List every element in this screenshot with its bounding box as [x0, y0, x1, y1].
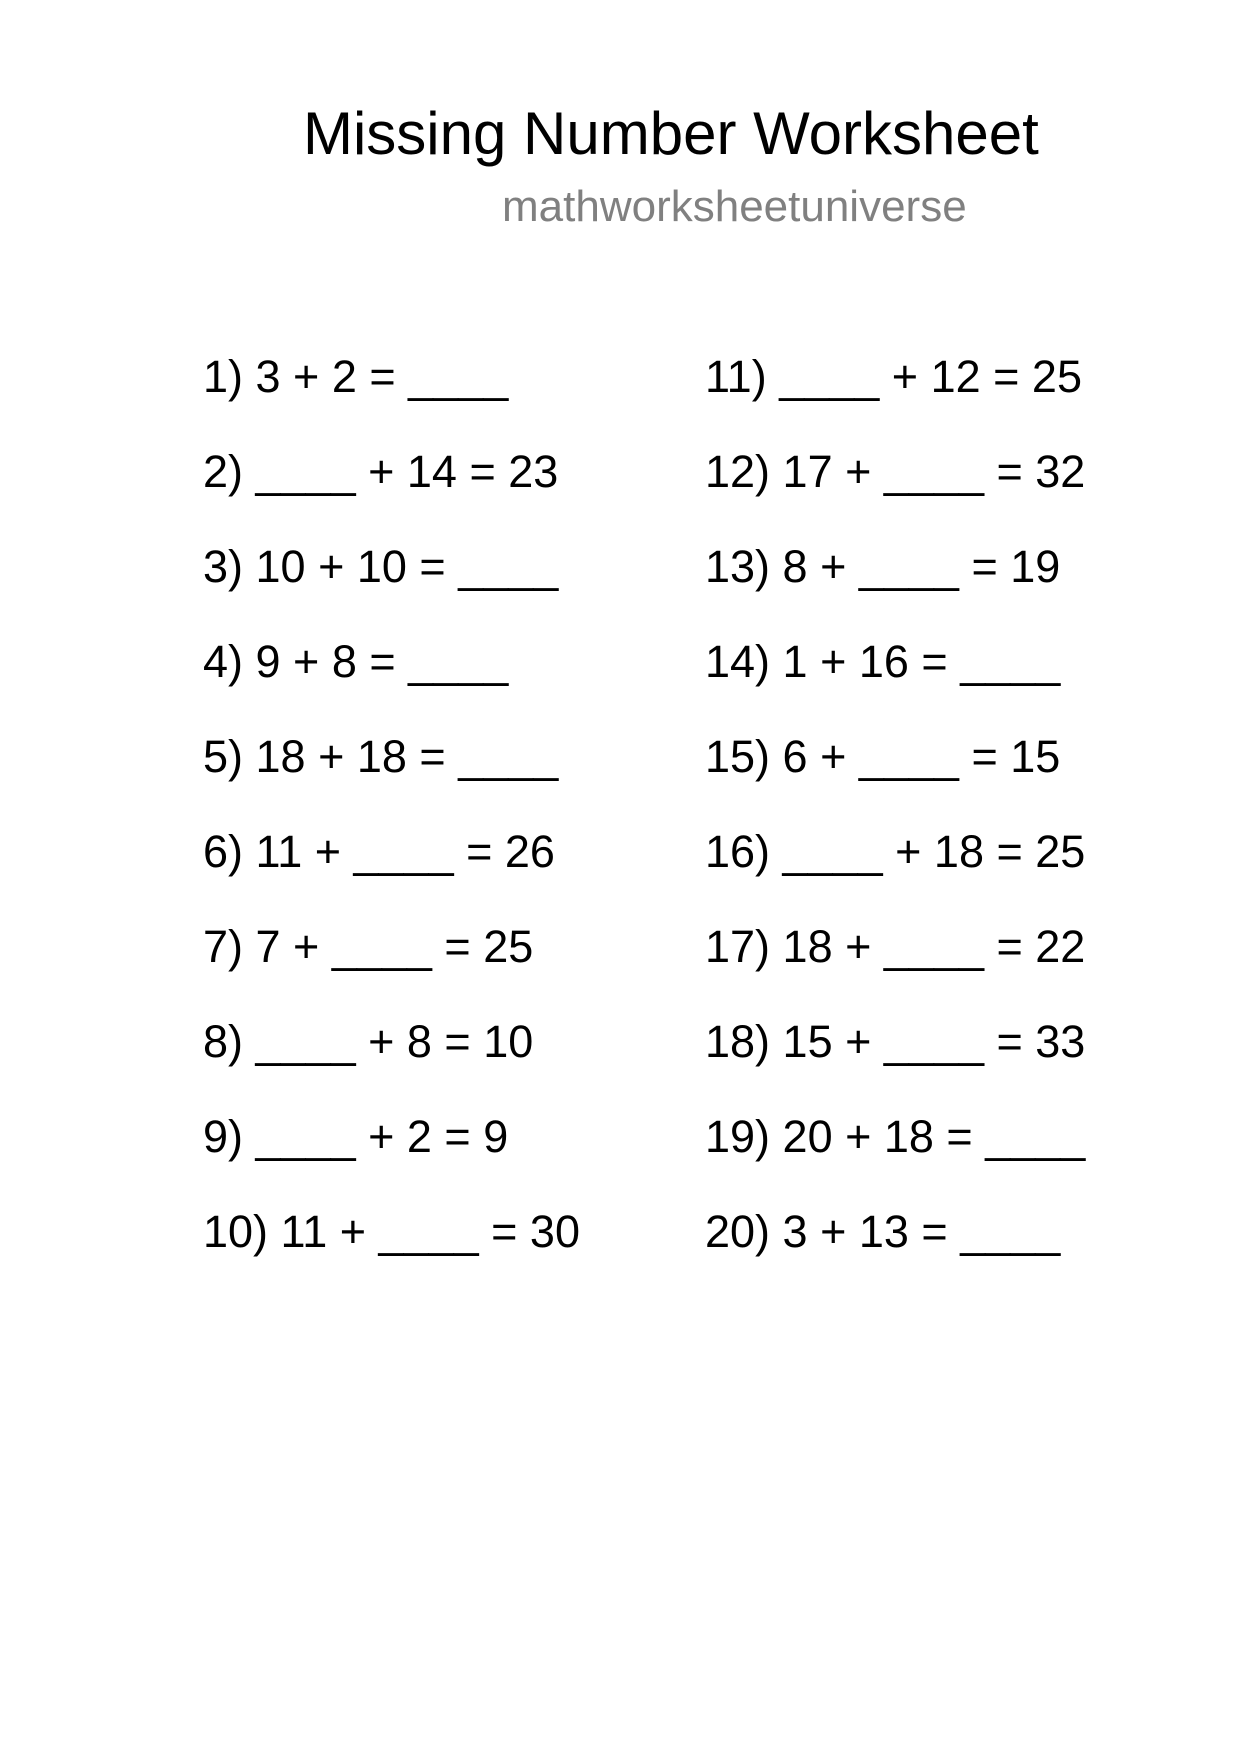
- worksheet-source: mathworksheetuniverse: [502, 182, 967, 231]
- problem-18: 18) 15 + ____ = 33: [705, 1016, 1086, 1067]
- problem-12: 12) 17 + ____ = 32: [705, 446, 1086, 497]
- problem-15: 15) 6 + ____ = 15: [705, 731, 1061, 782]
- problem-11: 11) ____ + 12 = 25: [705, 351, 1082, 402]
- problem-10: 10) 11 + ____ = 30: [203, 1206, 580, 1257]
- problem-17: 17) 18 + ____ = 22: [705, 921, 1086, 972]
- problem-14: 14) 1 + 16 = ____: [705, 636, 1061, 687]
- problem-8: 8) ____ + 8 = 10: [203, 1016, 534, 1067]
- problem-6: 6) 11 + ____ = 26: [203, 826, 555, 877]
- problem-7: 7) 7 + ____ = 25: [203, 921, 534, 972]
- problem-20: 20) 3 + 13 = ____: [705, 1206, 1061, 1257]
- problem-16: 16) ____ + 18 = 25: [705, 826, 1086, 877]
- problems-right-column: [705, 351, 1086, 1304]
- problems-left-column: [203, 351, 580, 1304]
- worksheet-title: Missing Number Worksheet: [303, 100, 1039, 167]
- problem-2: 2) ____ + 14 = 23: [203, 446, 559, 497]
- problem-4: 4) 9 + 8 = ____: [203, 636, 509, 687]
- problem-5: 5) 18 + 18 = ____: [203, 731, 559, 782]
- problem-3: 3) 10 + 10 = ____: [203, 541, 559, 592]
- problem-1: 1) 3 + 2 = ____: [203, 351, 509, 402]
- problem-9: 9) ____ + 2 = 9: [203, 1111, 509, 1162]
- problem-19: 19) 20 + 18 = ____: [705, 1111, 1086, 1162]
- problem-13: 13) 8 + ____ = 19: [705, 541, 1061, 592]
